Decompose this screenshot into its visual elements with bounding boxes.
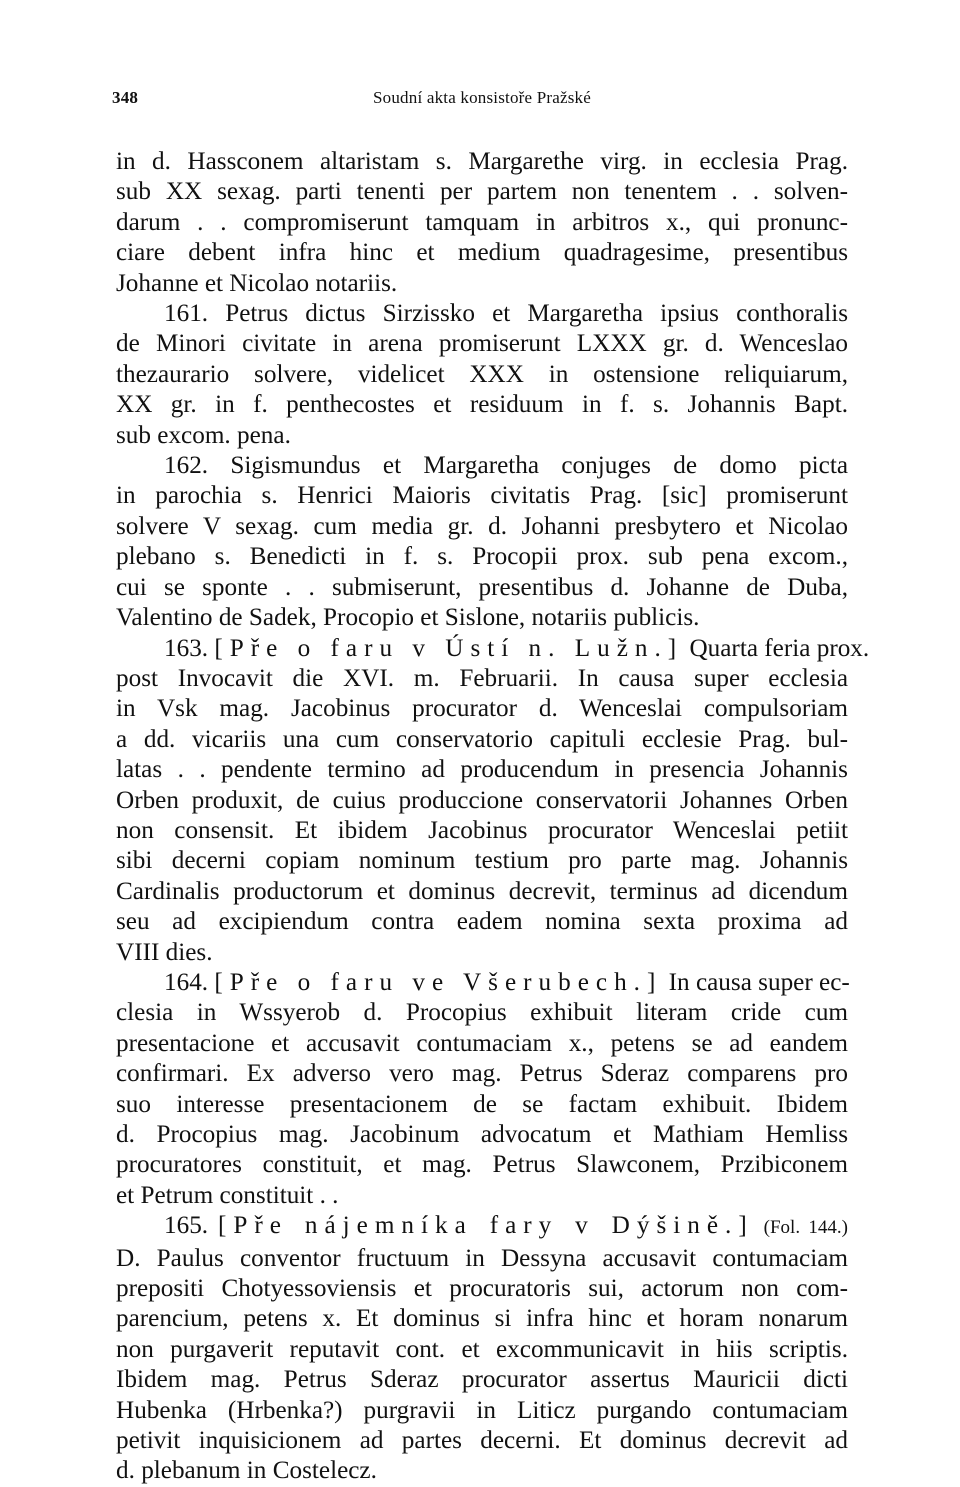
text-line: suo interesse presentacionem de se factam exhibuit. Ibidem [116,1090,848,1118]
text-line: Ibidem mag. Petrus Sderaz procurator assertus Mauricii dicti [116,1366,848,1394]
text-line: a dd. vicariis una cum conservatorio capituli ecclesie Prag. bul- [116,725,848,753]
text-line: prepositi Chotyessoviensis et procuratoris sui, actorum non com- [116,1275,848,1303]
text-line: 162. Sigismundus et Margaretha conjuges de domo picta [164,452,848,480]
text-line: de Minori civitate in arena promiserunt LXXX gr. d. Wenceslao [116,330,848,358]
text-line: in Vsk mag. Jacobinus procurator d. Wenceslai compulsoriam [116,695,848,723]
text-line: procuratores constituit, et mag. Petrus Slawconem, Przibiconem [116,1151,848,1179]
text-line: Orben produxit, de cuius produccione conservatorii Johannes Orben [116,786,848,814]
text-line: Johanne et Nicolao notariis. [116,269,398,297]
text-line: VIII dies. [116,938,213,966]
text-line: in parochia s. Henrici Maioris civitatis Prag. [sic] promiserunt [116,482,848,510]
entry-heading-line [116,968,848,998]
text-line: XX gr. in f. penthecostes et residuum in f. s. Johannis Bapt. [116,391,848,419]
entry-number: 164. [164,968,209,996]
text-line: darum . . compromiserunt tamquam in arbitros x., qui pronunc- [116,208,848,236]
text-line: D. Paulus conventor fructuum in Dessyna accusavit contumaciam [116,1244,848,1272]
text-line: 161. Petrus dictus Sirzissko et Margaretha ipsius conthoralis [164,300,848,328]
text-line: sub excom. pena. [116,421,291,449]
text-line: et Petrum constituit . . [116,1181,339,1209]
text-line: latas . . pendente termino ad producendum in presencia Johannis [116,756,848,784]
text-line: parencium, petens x. Et dominus si infra hinc et horam nonarum [116,1305,848,1333]
text-line: Cardinalis productorum et dominus decrevit, terminus ad dicendum [116,877,848,905]
text-line: petivit inquisicionem ad partes decerni. Et dominus decrevit ad [116,1427,848,1455]
entry-title: [Pře nájemníka fary v Dýšině.] [218,1212,754,1240]
entry-number: 165. [164,1212,209,1240]
text-line: Hubenka (Hrbenka?) purgravii in Liticz purgando contumaciam [116,1396,848,1424]
text-line: presentacione et accusavit contumaciam x., petens se ad eandem [116,1029,848,1057]
text-line: ciare debent infra hinc et medium quadragesime, presentibus [116,239,848,267]
text-line: d. Procopius mag. Jacobinum advocatum et Mathiam Hemliss [116,1121,848,1148]
entry-heading-line [116,634,870,664]
entry-title: [Pře o faru ve Všerubech.] [214,968,663,996]
text-line: in d. Hassconem altaristam s. Margarethe virg. in ecclesia Prag. [116,148,848,175]
running-head [112,88,848,118]
text-line: post Invocavit die XVI. m. Februarii. In causa super ecclesia [116,664,848,692]
entry-heading-line [116,1211,848,1243]
page-number: 348 [112,88,139,107]
text-line: Valentino de Sadek, Procopio et Sislone, notariis publicis. [116,604,700,632]
folio-reference: (Fol. 144.) [763,1217,849,1239]
running-title: Soudní akta konsistoře Pražské [373,88,591,107]
text-line: sub XX sexag. parti tenenti per partem non tenentem . . solven- [116,178,848,206]
document-page [112,88,870,1487]
text-line: cui se sponte . . submiserunt, presentibus d. Johanne de Duba, [116,573,848,601]
text-line: solvere V sexag. cum media gr. d. Johanni presbytero et Nicolao [116,512,848,540]
body-text [116,147,870,1487]
text-line: clesia in Wssyerob d. Procopius exhibuit literam cride cum [116,999,848,1027]
text-line: thezaurario solvere, videlicet XXX in ostensione reliquiarum, [116,360,848,388]
entry-text: In causa super ec- [668,968,850,996]
text-line: plebano s. Benedicti in f. s. Procopii prox. sub pena excom., [116,543,848,571]
text-line: sibi decerni copiam nominum testium pro parte mag. Johannis [116,847,848,875]
entry-title: [Pře o faru v Ústí n. Lužn.] [214,634,684,662]
text-line: non purgaverit reputavit cont. et excommunicavit in hiis scriptis. [116,1335,848,1363]
text-line: confirmari. Ex adverso vero mag. Petrus Sderaz comparens pro [116,1060,848,1088]
text-line: seu ad excipiendum contra eadem nomina sexta proxima ad [116,908,848,936]
entry-text: Quarta feria prox. [689,634,870,662]
entry-number: 163. [164,634,209,662]
text-line: non consensit. Et ibidem Jacobinus procurator Wenceslai petiit [116,816,848,844]
text-line: d. plebanum in Costelecz. [116,1457,377,1485]
